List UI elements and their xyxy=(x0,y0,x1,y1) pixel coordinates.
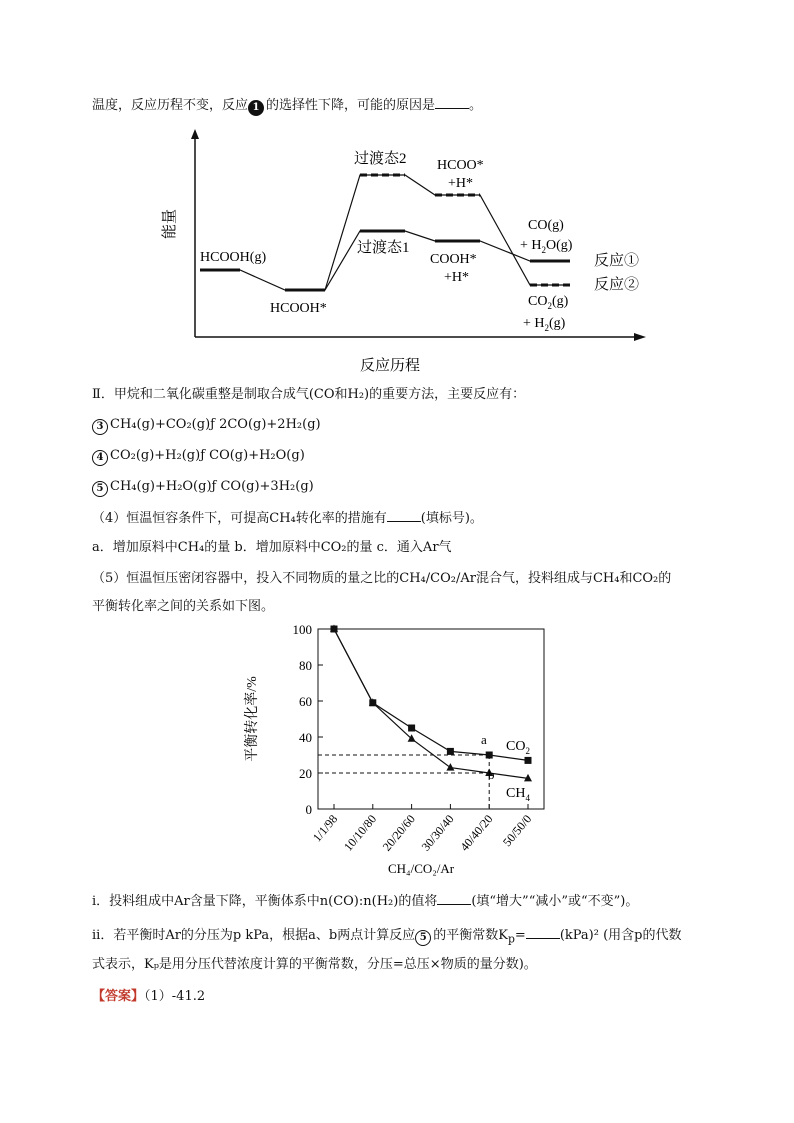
y-arrow-icon xyxy=(191,129,199,139)
label-hcooh-ads: HCOOH* xyxy=(270,301,327,316)
x-tick-label: 50/50/0 xyxy=(500,811,535,850)
answer-text: （1）-41.2 xyxy=(144,989,206,1004)
question-4 xyxy=(92,509,483,528)
qi-text-b: (填“增大”“减小”或“不变”)。 xyxy=(471,894,639,909)
question-ii-line1 xyxy=(92,926,682,949)
x-tick-label: 40/40/20 xyxy=(457,811,496,854)
label-hcoo-2: +H* xyxy=(448,176,474,191)
question-ii-line2: 式表示，Kₚ是用分压代替浓度计算的平衡常数，分压=总压×物质的量分数)。 xyxy=(92,957,537,972)
ch4-series-label: $CH_4$ xyxy=(506,786,530,803)
question-i xyxy=(92,892,638,911)
co2-data-point xyxy=(486,752,493,759)
qi-answer-blank[interactable] xyxy=(437,892,471,905)
question-5-line2: 平衡转化率之间的关系如下图。 xyxy=(92,599,275,614)
y-tick-label: 40 xyxy=(299,730,312,745)
answer-label: 【答案】 xyxy=(92,989,145,1004)
label-ts1: 过渡态1 xyxy=(357,240,410,256)
y-tick-label: 0 xyxy=(305,802,312,817)
question-5-line1: （5）恒温恒压密闭容器中，投入不同物质的量之比的CH₄/CO₂/Ar混合气，投料组成与CH₄和CO₂的 xyxy=(92,571,672,586)
qii-text-d: (kPa)² (用含p的代数 xyxy=(559,928,682,943)
energy-diagram xyxy=(160,125,660,380)
answer-blank[interactable] xyxy=(435,96,469,109)
reaction-5-equation: CH₄(g)+H₂O(g)ƒ CO(g)+3H₂(g) xyxy=(110,479,314,494)
label-co2-2: + $H_2(g)$ xyxy=(523,316,566,333)
q4-text-a: （4）恒温恒容条件下，可提高CH₄转化率的措施有 xyxy=(92,511,387,526)
circled-number-1: 1 xyxy=(248,100,264,116)
label-ts2: 过渡态2 xyxy=(354,151,407,167)
qii-text-a: ii．若平衡时Ar的分压为p kPa，根据a、b两点计算反应 xyxy=(92,928,416,943)
reaction-3-equation: CH₄(g)+CO₂(g)ƒ 2CO(g)+2H₂(g) xyxy=(110,417,321,432)
q4-answer-blank[interactable] xyxy=(387,509,421,522)
reaction-3 xyxy=(92,416,321,435)
co2-data-point xyxy=(408,725,415,732)
reaction-5 xyxy=(92,478,314,497)
intro-end: 。 xyxy=(469,98,483,113)
point-a-label: a xyxy=(481,732,487,747)
energy-axis-label: 能量 xyxy=(162,208,178,239)
point-b-label: b xyxy=(488,767,495,782)
co2-series-label: $CO_2$ xyxy=(506,739,530,756)
x-tick-label: 20/20/60 xyxy=(379,811,418,854)
qii-subscript: p xyxy=(507,932,515,946)
reaction-4-equation: CO₂(g)+H₂(g)ƒ CO(g)+H₂O(g) xyxy=(110,448,305,463)
y-tick-label: 60 xyxy=(299,694,312,709)
y-tick-label: 20 xyxy=(299,766,312,781)
label-cooh-1: COOH* xyxy=(430,252,477,267)
circled-number-5-ii: 5 xyxy=(415,930,431,946)
intro-text-b: 的选择性下降，可能的原因是 xyxy=(266,98,436,113)
process-axis-label: 反应历程 xyxy=(360,358,421,374)
y-tick-label: 100 xyxy=(292,622,312,637)
x-tick-label: 10/10/80 xyxy=(340,811,380,854)
ch4-data-point xyxy=(446,763,454,771)
x-tick-label: 30/30/40 xyxy=(418,811,457,854)
x-axis-label: CH₄/CO₂/Ar xyxy=(388,861,455,876)
circled-number-4: 4 xyxy=(92,450,108,466)
label-reaction1: 反应① xyxy=(594,253,640,269)
qi-text-a: i．投料组成中Ar含量下降，平衡体系中n(CO):n(H₂)的值将 xyxy=(92,894,438,909)
label-co-1: CO(g) xyxy=(528,218,564,233)
section2-intro: Ⅱ．甲烷和二氧化碳重整是制取合成气(CO和H₂)的重要方法，主要反应有： xyxy=(92,387,526,402)
y-tick-label: 80 xyxy=(299,658,312,673)
x-ticks xyxy=(310,804,534,854)
reaction-4 xyxy=(92,447,305,466)
qii-text-b: 的平衡常数K xyxy=(433,928,508,943)
label-co2-1: $CO_2(g)$ xyxy=(528,294,569,311)
co2-data-point xyxy=(525,757,532,764)
qii-answer-blank[interactable] xyxy=(526,926,560,939)
label-cooh-2: +H* xyxy=(444,270,470,285)
circled-number-3: 3 xyxy=(92,419,108,435)
series-line xyxy=(334,629,528,760)
qii-equals: = xyxy=(514,928,526,943)
series-markers xyxy=(330,625,532,782)
label-hcooh-g: HCOOH(g) xyxy=(200,250,267,265)
co2-data-point xyxy=(447,748,454,755)
chart-frame xyxy=(318,629,544,809)
answer-line xyxy=(92,988,205,1006)
intro-text-a: 温度，反应历程不变，反应 xyxy=(92,98,249,113)
q4-text-b: (填标号)。 xyxy=(420,511,483,526)
series-lines xyxy=(334,629,528,778)
x-tick-label: 1/1/98 xyxy=(309,811,341,845)
label-reaction2: 反应② xyxy=(594,277,640,293)
label-hcoo-1: HCOO* xyxy=(437,158,484,173)
circled-number-5: 5 xyxy=(92,481,108,497)
x-arrow-icon xyxy=(634,333,646,341)
label-co-2: + $H_2O(g)$ xyxy=(520,238,573,255)
y-axis-label: 平衡转化率/% xyxy=(245,676,260,762)
question-4-options: a．增加原料中CH₄的量 b．增加原料中CO₂的量 c．通入Ar气 xyxy=(92,540,452,555)
reference-lines xyxy=(318,755,489,809)
question-intro-line xyxy=(92,96,482,116)
conversion-chart xyxy=(240,616,560,882)
